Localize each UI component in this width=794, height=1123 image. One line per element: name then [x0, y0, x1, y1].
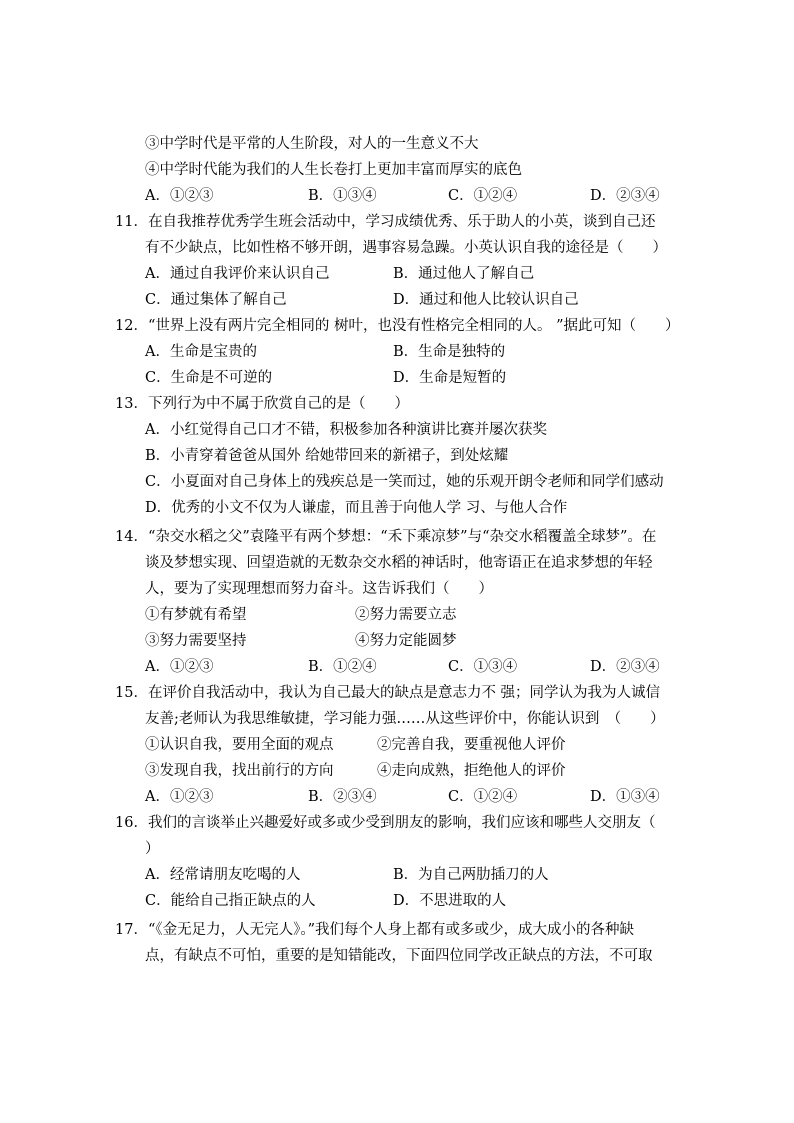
q12-option-d: D．生命是短暂的 [393, 370, 507, 386]
q11-stem-line2: 有不少缺点，比如性格不够开朗，遇事容易急躁。小英认识自我的途径是（ ） [145, 240, 667, 256]
q10-item-3: ③中学时代是平常的人生阶段，对人的一生意义不大 [145, 136, 479, 152]
q16-stem-line1: 16．我们的言谈举止兴趣爱好或多或少受到朋友的影响，我们应该和哪些人交朋友（ [115, 815, 656, 831]
q15-option-b: B．②③④ [308, 789, 377, 805]
q10-option-b: B．①③④ [308, 188, 377, 204]
q13-stem: 13．下列行为中不属于欣赏自己的是（ ） [115, 396, 409, 412]
q16-option-b: B．为自己两肋插刀的人 [393, 867, 549, 883]
q12-option-b: B．生命是独特的 [393, 344, 506, 360]
q11-option-a: A．通过自我评价来认识自己 [145, 266, 330, 282]
q11-option-c: C．通过集体了解自己 [145, 292, 287, 308]
q11-option-b: B．通过他人了解自己 [393, 266, 535, 282]
q14-item-2: ②努力需要立志 [355, 607, 457, 623]
q15-option-d: D．①③④ [590, 789, 660, 805]
q15-item-2: ②完善自我，要重视他人评价 [377, 737, 566, 753]
q14-option-c: C．①③④ [448, 659, 518, 675]
q15-item-4: ④走向成熟，拒绝他人的评价 [377, 763, 566, 779]
q16-option-c: C．能给自己指正缺点的人 [145, 893, 316, 909]
q13-option-a: A．小红觉得自己口才不错，积极参加各种演讲比赛并屡次获奖 [145, 422, 547, 438]
q15-option-c: C．①②④ [448, 789, 518, 805]
q14-option-b: B．①②④ [308, 659, 377, 675]
q17-stem-line1: 17．“《金无足力，人无完人》。”我们每个人身上都有或多或少，成大成小的各种缺 [115, 922, 635, 938]
q13-option-c: C．小夏面对自己身体上的残疾总是一笑而过，她的乐观开朗令老师和同学们感动 [145, 474, 664, 490]
q14-item-1: ①有梦就有希望 [145, 607, 247, 623]
q14-stem-line1: 14．“杂交水稻之父”袁隆平有两个梦想：“禾下乘凉梦”与“杂交水稻覆盖全球梦”。在 [115, 529, 657, 545]
q14-option-a: A．①②③ [145, 659, 214, 675]
q14-stem-line3: 人，要为了实现理想而努力奋斗。这告诉我们（ ） [145, 581, 493, 597]
q15-option-a: A．①②③ [145, 789, 214, 805]
q16-option-a: A．经常请朋友吃喝的人 [145, 867, 301, 883]
q17-stem-line2: 点，有缺点不可怕，重要的是知错能改，下面四位同学改正缺点的方法，不可取 [145, 948, 653, 964]
q14-item-3: ③努力需要坚持 [145, 633, 247, 649]
q16-option-d: D．不思进取的人 [393, 893, 507, 909]
q10-option-d: D．②③④ [590, 188, 660, 204]
q16-stem-line2: ） [145, 841, 160, 857]
q12-option-a: A．生命是宝贵的 [145, 344, 257, 360]
q13-option-d: D．优秀的小文不仅为人谦虚，而且善于向他人学 习、与他人合作 [145, 500, 568, 516]
q11-stem-line1: 11．在自我推荐优秀学生班会活动中，学习成绩优秀、乐于助人的小英，谈到自己还 [115, 214, 656, 230]
q15-item-1: ①认识自我，要用全面的观点 [145, 737, 334, 753]
q15-stem-line2: 友善;老师认为我思维敏捷，学习能力强……从这些评价中，你能认识到 （ ） [145, 711, 665, 727]
q12-option-c: C．生命是不可逆的 [145, 370, 273, 386]
q14-option-d: D．②③④ [590, 659, 660, 675]
q14-item-4: ④努力定能圆梦 [355, 633, 457, 649]
q15-stem-line1: 15．在评价自我活动中，我认为自己最大的缺点是意志力不 强；同学认为我为人诚信 [115, 685, 661, 701]
q15-item-3: ③发现自我，找出前行的方向 [145, 763, 334, 779]
q12-stem: 12．“世界上没有两片完全相同的 树叶，也没有性格完全相同的人。 ”据此可知（ ） [115, 318, 680, 334]
q13-option-b: B．小青穿着爸爸从国外 给她带回来的新裙子，到处炫耀 [145, 448, 509, 464]
q14-stem-line2: 谈及梦想实现、回望造就的无数杂交水稻的神话时，他寄语正在追求梦想的年轻 [145, 555, 653, 571]
q10-option-a: A．①②③ [145, 188, 214, 204]
q10-option-c: C．①②④ [448, 188, 518, 204]
q10-item-4: ④中学时代能为我们的人生长卷打上更加丰富而厚实的底色 [145, 162, 522, 178]
q11-option-d: D．通过和他人比较认识自己 [393, 292, 579, 308]
